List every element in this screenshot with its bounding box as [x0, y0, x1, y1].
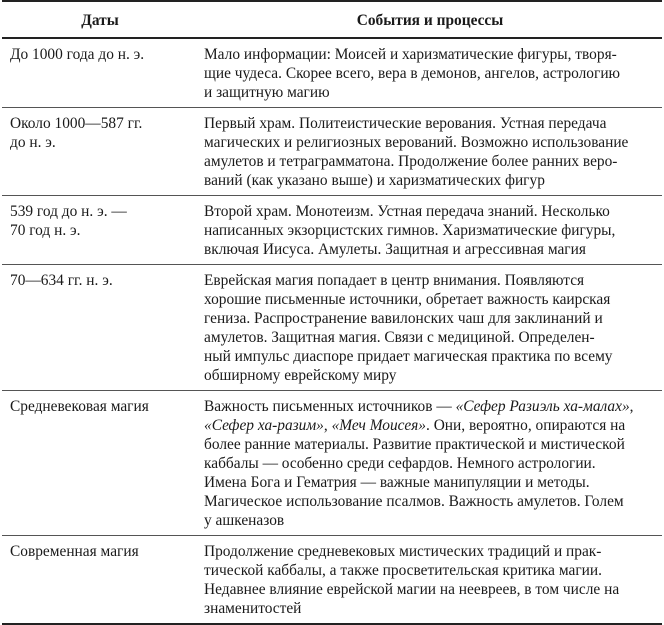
event-line	[204, 397, 660, 416]
header-dates: Даты	[81, 11, 119, 29]
event-cell	[198, 391, 662, 536]
event-line: написанных экзорцистских гимнов. Харизматические фигуры,	[204, 222, 616, 239]
header-row	[2, 1, 662, 38]
book-title: «Сефер Разиэль ха-малах»	[455, 398, 630, 415]
table-row	[2, 391, 662, 536]
event-cell	[198, 196, 662, 265]
event-line: ный импульс диаспоре придает магическая практика по всему	[204, 348, 613, 365]
table-row	[2, 38, 662, 108]
event-line: хорошие письменные источники, обретает важность каирская	[204, 291, 611, 308]
event-cell	[198, 108, 662, 196]
event-line: обширному еврейскому миру	[204, 367, 397, 384]
event-line: и защитную магию	[204, 84, 330, 101]
event-line: ваний (как указано выше) и харизматических фигур	[204, 172, 545, 189]
event-line: магических и религиозных верований. Возможно использование	[204, 134, 629, 151]
date-line: Средневековая магия	[10, 398, 149, 415]
table-row	[2, 536, 662, 625]
event-line: Второй храм. Монотеизм. Устная передача знаний. Несколько	[204, 203, 610, 220]
table-row	[2, 265, 662, 391]
date-line: 70 год н. э.	[10, 222, 81, 239]
date-cell	[2, 196, 198, 265]
date-line: до н. э.	[10, 134, 56, 151]
event-line	[204, 416, 660, 435]
event-line: амулетов. Защитная магия. Связи с медициной. Определен-	[204, 329, 595, 346]
event-cell	[198, 38, 662, 108]
event-line: Первый храм. Политеистические верования. Устная передача	[204, 115, 607, 132]
date-line: Около 1000—587 гг.	[10, 115, 143, 132]
date-cell	[2, 536, 198, 625]
date-cell	[2, 38, 198, 108]
date-cell	[2, 265, 198, 391]
table-header	[2, 1, 662, 38]
event-line: каббалы — особенно среди сефардов. Немного астрологии.	[204, 455, 596, 472]
event-line: Продолжение средневековых мистических традиций и прак-	[204, 543, 602, 560]
date-line: 539 год до н. э. —	[10, 203, 127, 220]
event-line: Имена Бога и Гематрия — важные манипуляции и методы.	[204, 474, 590, 491]
event-line: щие чудеса. Скорее всего, вера в демонов, ангелов, астрологию	[204, 65, 621, 82]
event-line: знаменитостей	[204, 600, 302, 617]
table-row	[2, 196, 662, 265]
date-cell	[2, 108, 198, 196]
event-line: Еврейская магия попадает в центр внимания. Появляются	[204, 272, 585, 289]
event-line: более ранние материалы. Развитие практической и мистической	[204, 436, 625, 453]
header-events: События и процессы	[356, 11, 504, 29]
event-line: тической каббалы, а также просветительская критика магии.	[204, 562, 602, 579]
date-line: 70—634 гг. н. э.	[10, 272, 113, 289]
table-row	[2, 108, 662, 196]
event-text: . Они, вероятно, опираются на	[426, 417, 626, 434]
event-cell	[198, 265, 662, 391]
event-text: Важность письменных источников —	[204, 398, 456, 415]
event-line: амулетов и тетраграмматона. Продолжение более ранних веро-	[204, 153, 618, 170]
event-line: гениза. Распространение вавилонских чаш для заклинаний и	[204, 310, 603, 327]
date-line: До 1000 года до н. э.	[10, 46, 145, 63]
event-text: ,	[629, 398, 634, 415]
event-cell	[198, 536, 662, 625]
event-line: у ашкеназов	[204, 512, 285, 529]
book-title: «Меч Моисея»	[331, 417, 426, 434]
date-cell	[2, 391, 198, 536]
timeline-table	[2, 0, 662, 625]
event-line: Магическое использование псалмов. Важность амулетов. Голем	[204, 493, 624, 510]
event-line: Мало информации: Моисей и харизматические фигуры, творя-	[204, 46, 617, 63]
book-title: «Сефер ха-разим»	[204, 417, 324, 434]
event-line: включая Иисуса. Амулеты. Защитная и агрессивная магия	[204, 241, 586, 258]
event-text: ,	[323, 417, 332, 434]
event-line: Недавнее влияние еврейской магии на неевреев, в том числе на	[204, 581, 620, 598]
table-body	[2, 38, 662, 624]
date-line: Современная магия	[10, 543, 139, 560]
